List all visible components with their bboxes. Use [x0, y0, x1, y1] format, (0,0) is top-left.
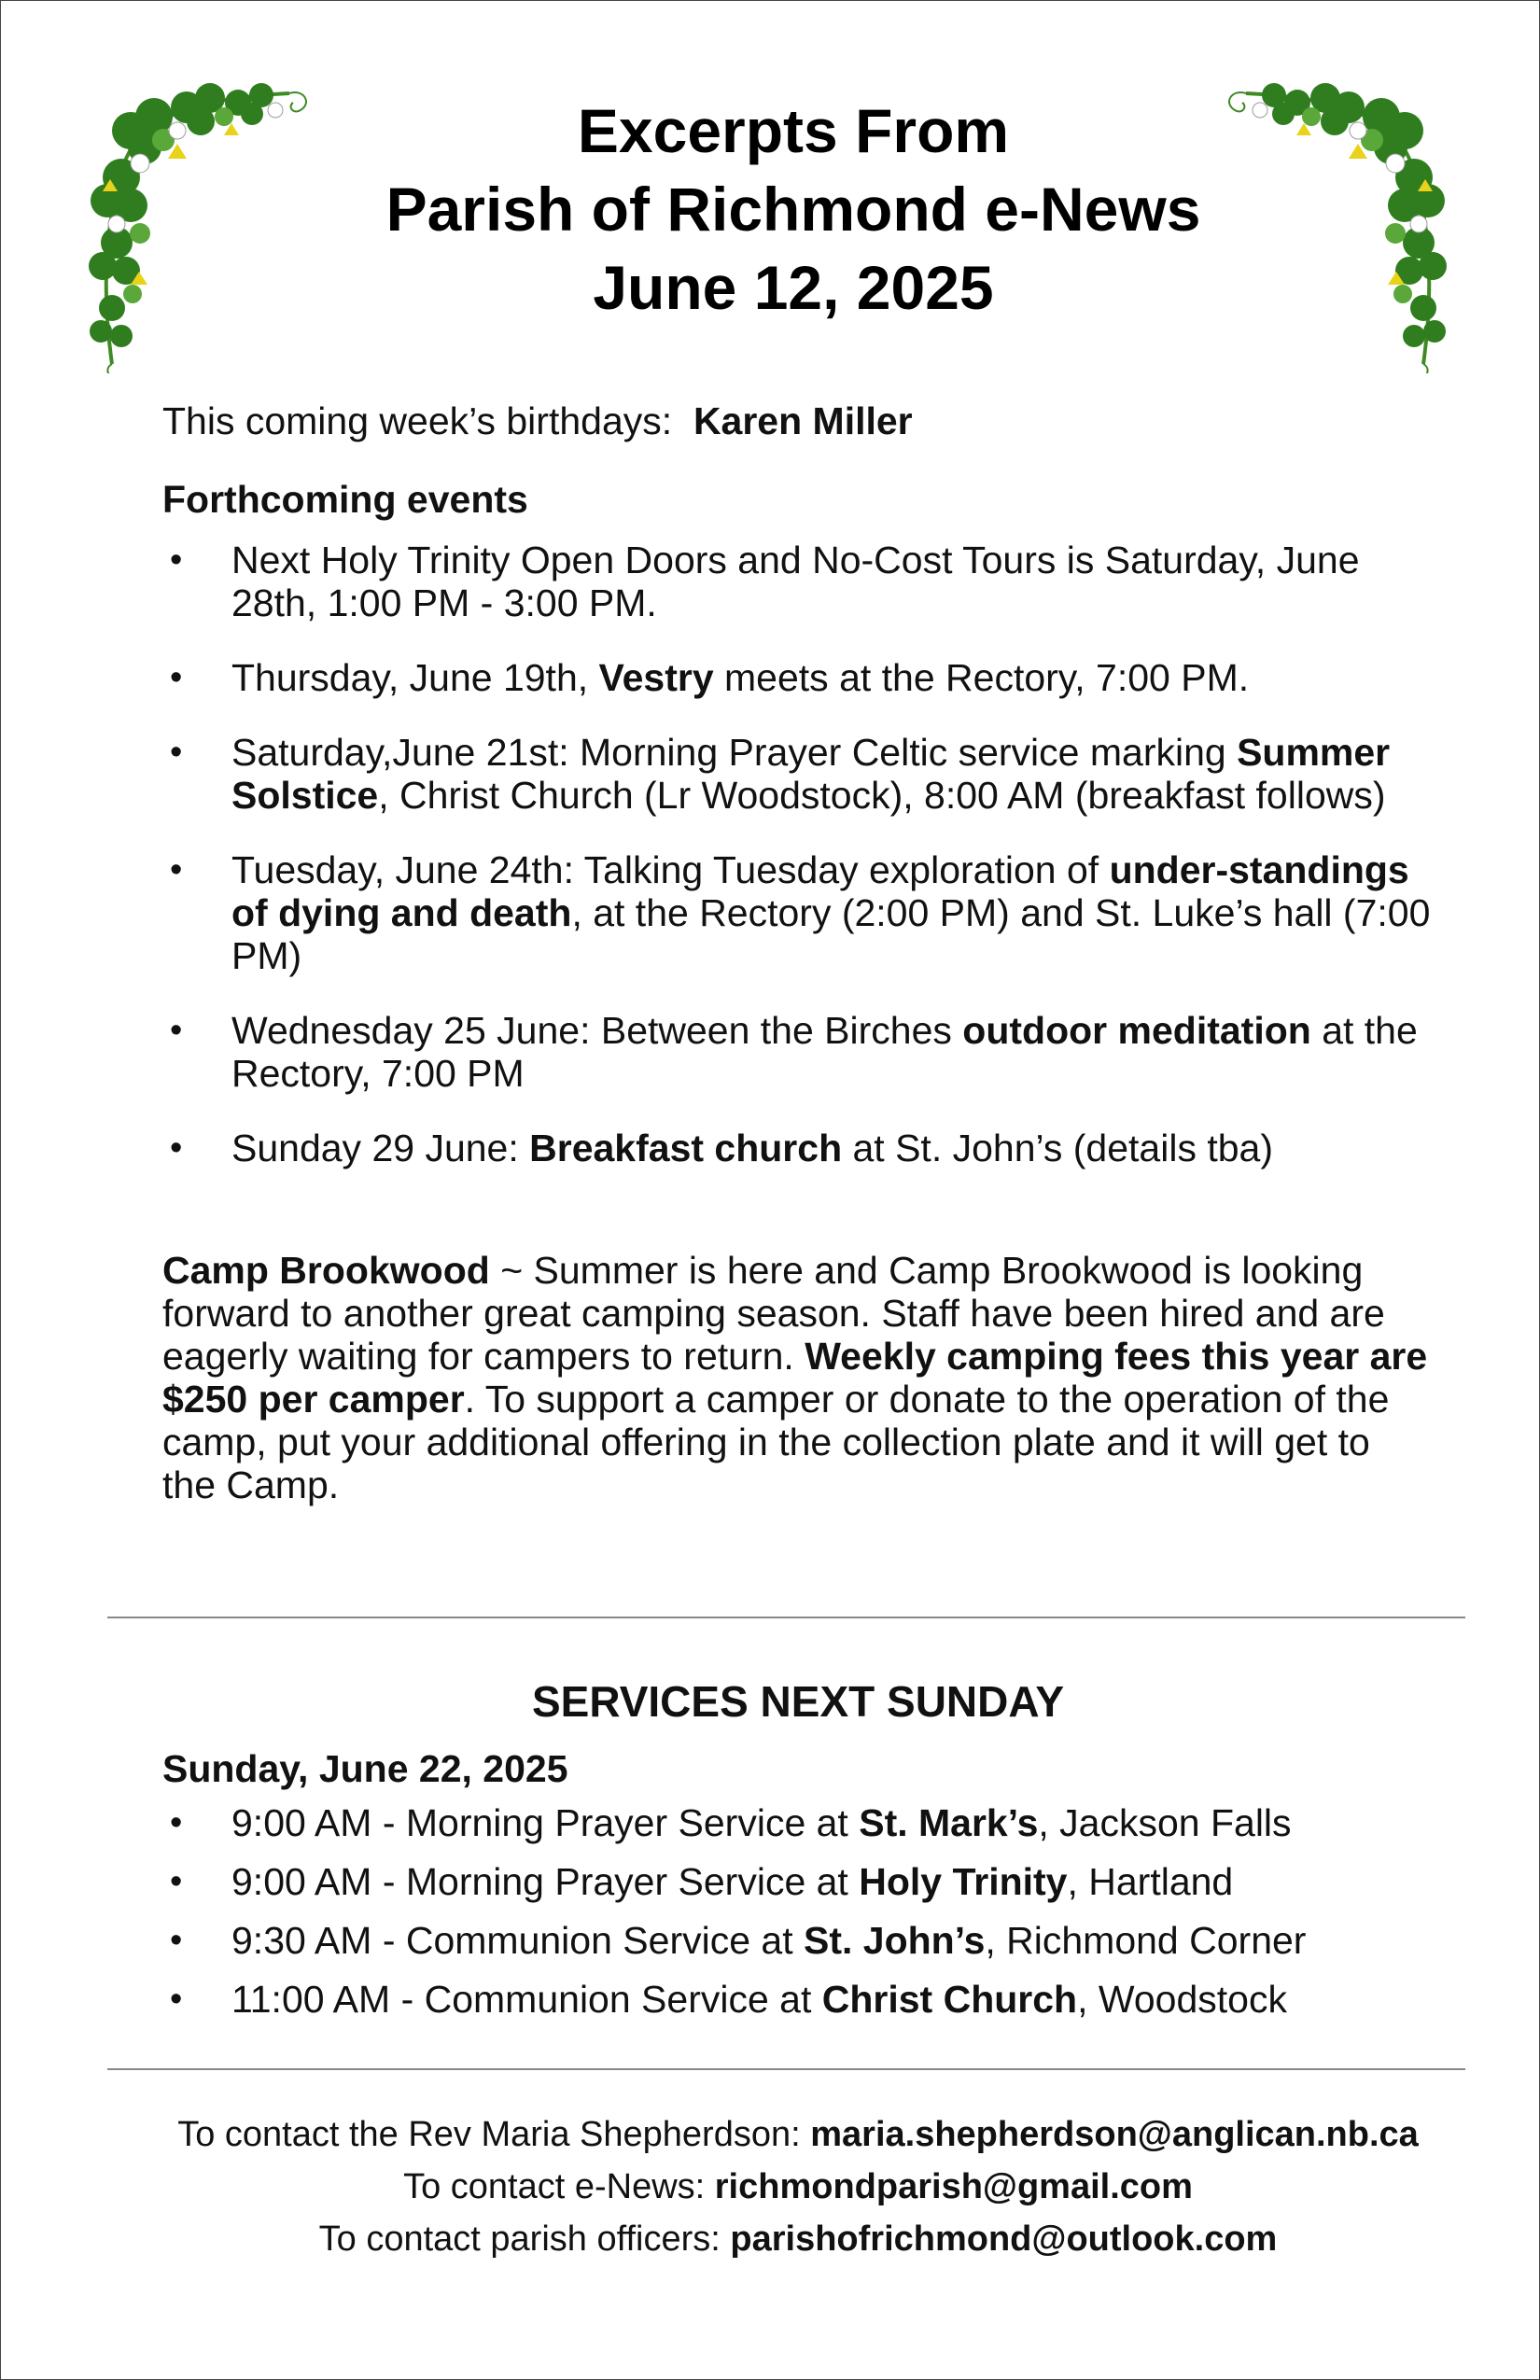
title-line: Parish of Richmond e-News — [385, 175, 1201, 244]
events-heading — [162, 478, 1450, 521]
event-highlight: under-standings of dying and death — [231, 848, 1409, 934]
church-name: Christ Church — [821, 1978, 1078, 2021]
contact-email-link[interactable]: richmondparish@gmail.com — [714, 2167, 1193, 2206]
events-heading-text: Forthcoming events — [162, 478, 528, 521]
list-item — [162, 1009, 1450, 1095]
event-text: Sunday 29 June: — [231, 1127, 530, 1169]
birthdays-line — [162, 399, 1450, 442]
services-date-text: Sunday, June 22, 2025 — [162, 1747, 568, 1790]
event-highlight: Summer Solstice — [231, 731, 1391, 817]
camp-paragraph — [162, 1249, 1432, 1506]
list-item — [162, 848, 1450, 977]
services-section — [162, 1801, 1488, 2037]
event-text: meets at the Rectory, 7:00 PM. — [713, 656, 1250, 699]
title-line: Excerpts From — [577, 96, 1010, 165]
contact-label: To contact the Rev Maria Shepherdson: — [177, 2115, 811, 2154]
contact-line-priest — [0, 2111, 1540, 2158]
church-name: Holy Trinity — [859, 1860, 1068, 1903]
event-highlight: Breakfast church — [529, 1127, 843, 1169]
event-text: Saturday,June 21st: Morning Prayer Celtic service marking — [231, 731, 1238, 774]
list-item — [162, 1801, 1488, 1844]
birthdays-label: This coming week’s birthdays: — [162, 399, 673, 442]
contact-line-enews — [0, 2163, 1540, 2210]
events-section — [162, 539, 1450, 1201]
service-text: 11:00 AM - Communion Service at — [231, 1978, 822, 2021]
event-text: , Christ Church (Lr Woodstock), 8:00 AM (breakfast follows) — [378, 774, 1386, 817]
event-text: Thursday, June 19th, — [231, 656, 599, 699]
service-location: , Woodstock — [1077, 1978, 1287, 2021]
contact-email-link[interactable]: parishofrichmond@outlook.com — [730, 2219, 1278, 2259]
services-date — [162, 1747, 1450, 1790]
contact-email-link[interactable]: maria.shepherdson@anglican.nb.ca — [810, 2115, 1419, 2154]
divider — [107, 2068, 1465, 2070]
church-name: St. John’s — [803, 1919, 986, 1962]
page-title — [0, 91, 1540, 327]
camp-fee: Weekly camping fees this year are $250 per camper — [162, 1335, 1428, 1421]
camp-text: ~ Summer is here and Camp Brookwood is looking forward to another great camping season. Staff have been hired and are eagerly waiting for campers to return. — [162, 1249, 1385, 1378]
services-list — [162, 1801, 1488, 2021]
camp-name: Camp Brookwood — [162, 1249, 490, 1292]
birthday-name: Karen Miller — [693, 399, 913, 442]
title-line: June 12, 2025 — [593, 253, 994, 322]
divider — [107, 1617, 1465, 1618]
church-name: St. Mark’s — [859, 1801, 1039, 1844]
list-item — [162, 1127, 1450, 1169]
event-highlight: outdoor meditation — [962, 1009, 1311, 1052]
camp-text: . To support a camper or donate to the operation of the camp, put your additional offering in the collection plate and it will get to the Camp. — [162, 1378, 1390, 1506]
service-location: , Richmond Corner — [985, 1919, 1307, 1962]
service-text: 9:00 AM - Morning Prayer Service at — [231, 1801, 860, 1844]
contact-label: To contact parish officers: — [318, 2219, 731, 2259]
list-item — [162, 1860, 1488, 1903]
events-list — [162, 539, 1450, 1169]
event-text: Next Holy Trinity Open Doors and No-Cost Tours is Saturday, June 28th, 1:00 PM - 3:00 PM. — [231, 539, 1360, 624]
event-text: at St. John’s (details tba) — [842, 1127, 1273, 1169]
list-item — [162, 656, 1450, 699]
contact-line-officers — [0, 2216, 1540, 2262]
list-item — [162, 539, 1450, 624]
list-item — [162, 731, 1450, 817]
service-location: , Jackson Falls — [1038, 1801, 1292, 1844]
services-heading: SERVICES NEXT SUNDAY — [531, 1677, 1065, 1726]
event-text: at the Rectory, 7:00 PM — [231, 1009, 1418, 1095]
event-text: , at the Rectory (2:00 PM) and St. Luke’s hall (7:00 PM) — [231, 891, 1431, 977]
service-text: 9:00 AM - Morning Prayer Service at — [231, 1860, 860, 1903]
service-text: 9:30 AM - Communion Service at — [231, 1919, 804, 1962]
event-text: Tuesday, June 24th: Talking Tuesday exploration of — [231, 848, 1110, 891]
event-highlight: Vestry — [598, 656, 714, 699]
list-item — [162, 1978, 1488, 2021]
contact-label: To contact e-News: — [403, 2167, 715, 2206]
event-text: Wednesday 25 June: Between the Birches — [231, 1009, 963, 1052]
service-location: , Hartland — [1067, 1860, 1234, 1903]
list-item — [162, 1919, 1488, 1962]
